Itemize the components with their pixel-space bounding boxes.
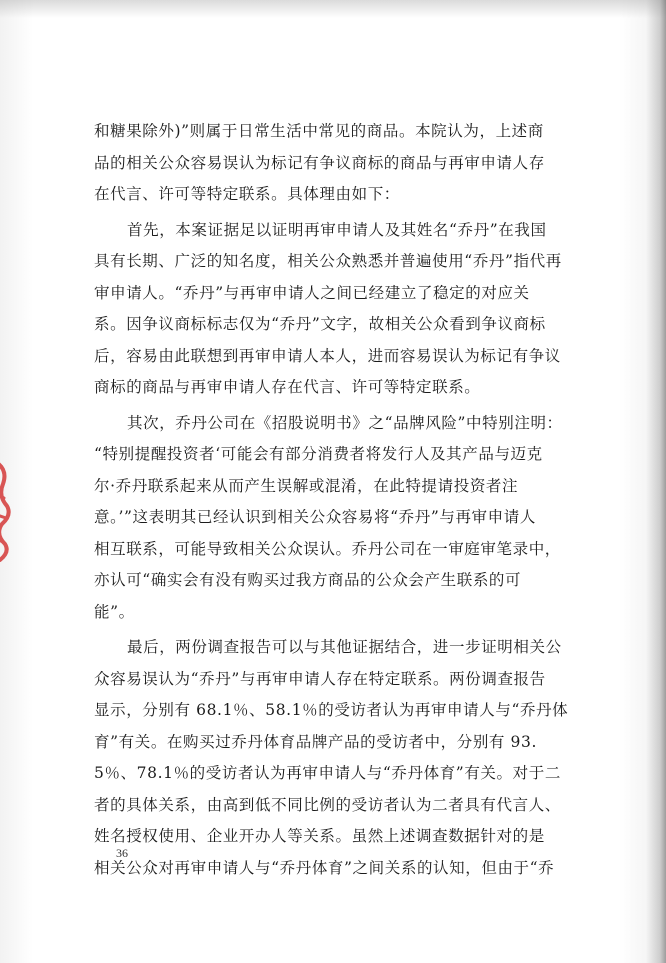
text-line: 在代言、许可等特定联系。具体理由如下： [94,185,400,203]
text-line: 能”。 [94,602,135,621]
text-line: 显示，分别有 68.1％、58.1％的受访者认为再审申请人与“乔丹体 [94,701,569,719]
text-line: 和糖果除外)”则属于日常生活中常见的商品。本院认为，上述商 [94,122,544,140]
document-body [94,116,614,884]
text-line: 后，容易由此联想到再审申请人本人，进而容易误认为标记有争议 [94,346,561,365]
text-line: 商标的商品与再审申请人存在代言、许可等特定联系。 [94,378,481,396]
top-edge-shadow [0,0,666,18]
text-line: 众容易误认为“乔丹”与再审申请人存在特定联系。两份调查报告 [94,669,546,688]
text-line: 意。’”这表明其已经认识到相关公众容易将“乔丹”与再审申请人 [94,508,536,526]
text-line: 品的相关公众容易误认为标记有争议商标的商品与再审申请人存 [94,153,545,172]
text-line: “特别提醒投资者‘可能会有部分消费者将发行人及其产品与迈克 [94,445,543,463]
text-line: 亦认可“确实会有没有购买过我方商品的公众会产生联系的可 [94,571,522,589]
text-line: 系。因争议商标标志仅为“乔丹”文字，故相关公众看到争议商标 [94,315,546,333]
red-seal-fragment-icon [0,452,12,562]
right-edge-shadow [646,0,666,963]
text-line: 姓名授权使用、企业开办人等关系。虽然上述调查数据针对的是 [94,827,545,845]
text-line: 相关公众对再审申请人与“乔丹体育”之间关系的认知，但由于“乔 [94,858,555,877]
page-number: 36 [116,846,128,860]
text-line: 者的具体关系，由高到低不同比例的受访者认为二者具有代言人、 [94,795,561,814]
text-line: 具有长期、广泛的知名度，相关公众熟悉并普遍使用“乔丹”指代再 [94,252,562,270]
text-line: 首先，本案证据足以证明再审申请人及其姓名“乔丹”在我国 [127,220,547,239]
text-line: 相互联系，可能导致相关公众误认。乔丹公司在一审庭审笔录中， [94,539,561,558]
text-line: 审申请人。“乔丹”与再审申请人之间已经建立了稳定的对应关 [94,283,530,302]
text-line: 其次，乔丹公司在《招股说明书》之“品牌风险”中特别注明： [127,413,563,432]
text-line: 育”有关。在购买过乔丹体育品牌产品的受访者中，分别有 93. [94,732,538,751]
text-line: 最后，两份调查报告可以与其他证据结合，进一步证明相关公 [127,638,562,656]
text-line: 尔·乔丹联系起来从而产生误解或混淆，在此特提请投资者注 [94,476,519,495]
text-line: 5％、78.1％的受访者认为再审申请人与“乔丹体育”有关。对于二 [94,764,561,782]
